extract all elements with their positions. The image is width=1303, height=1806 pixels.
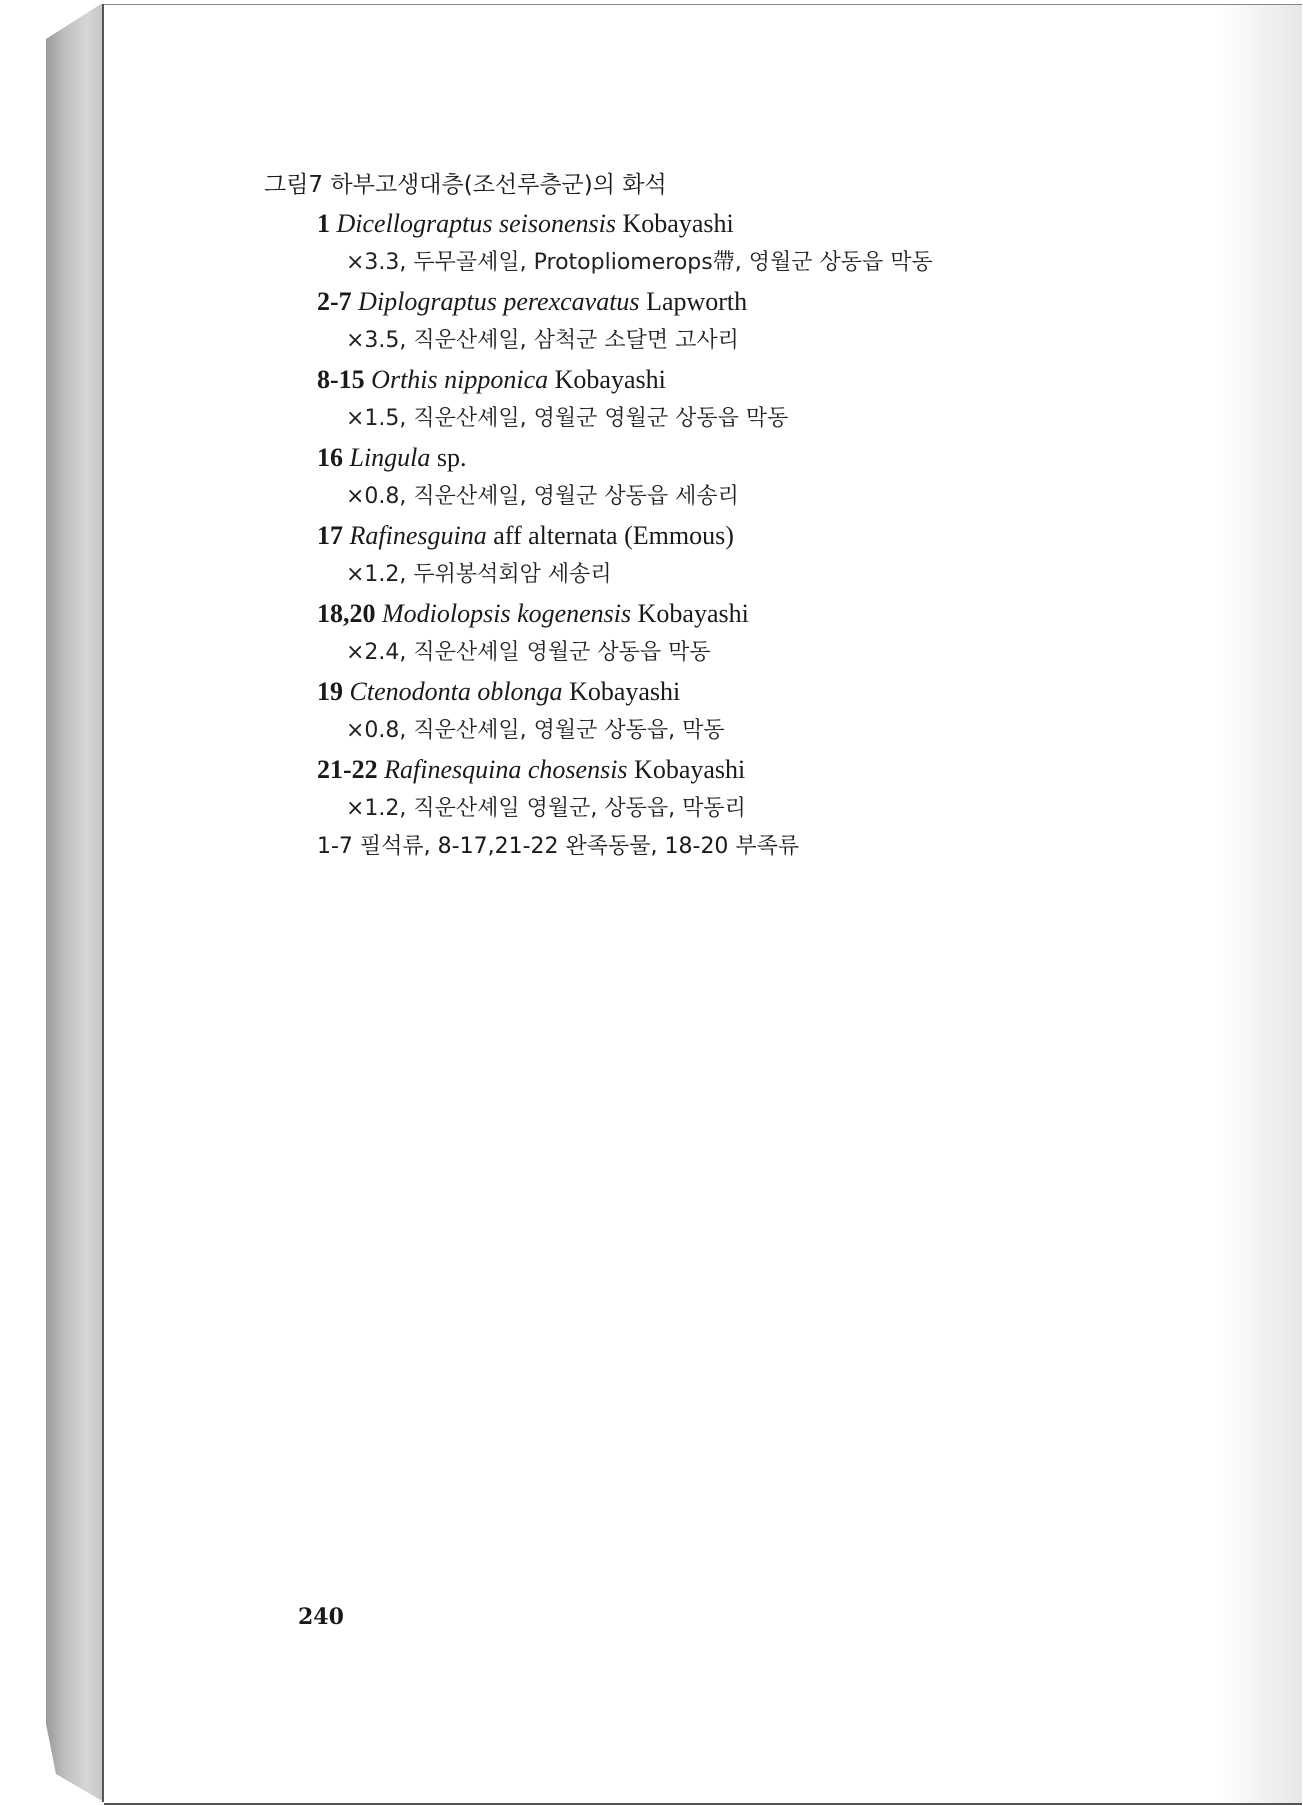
caption-summary: 1-7 필석류, 8-17,21-22 완족동물, 18-20 부족류 [317, 834, 800, 859]
species-name: Ctenodonta oblonga [349, 677, 563, 706]
caption-entry [317, 438, 1184, 516]
figure-number: 2-7 [317, 287, 352, 316]
specimen-detail: ×1.5, 직운산셰일, 영월군 영월군 상동읍 막동 [346, 406, 789, 431]
species-name: Rafinesquina chosensis [384, 755, 628, 784]
caption-entry [317, 282, 1184, 360]
book-spine-edge [46, 4, 104, 1802]
species-line [317, 360, 1184, 399]
caption-entry [317, 516, 1184, 594]
species-name: Rafinesguina [349, 521, 487, 550]
specimen-detail: ×1.2, 직운산셰일 영월군, 상동읍, 막동리 [346, 796, 746, 821]
caption-entry [317, 360, 1184, 438]
figure-number: 16 [317, 443, 343, 472]
species-name: Dicellograptus seisonensis [336, 209, 616, 238]
species-author: Kobayashi [554, 365, 666, 394]
figure-number: 8-15 [317, 365, 365, 394]
caption-entry [317, 750, 1184, 828]
species-line [317, 204, 1184, 243]
species-name: Modiolopsis kogenensis [382, 599, 632, 628]
specimen-detail: ×3.5, 직운산셰일, 삼척군 소달면 고사리 [346, 328, 739, 353]
species-author: Lapworth [646, 287, 748, 316]
species-author: aff alternata (Emmous) [493, 521, 734, 550]
species-author: sp. [436, 443, 467, 472]
species-line [317, 438, 1184, 477]
species-author: Kobayashi [637, 599, 749, 628]
species-line [317, 516, 1184, 555]
caption-title: 그림7 하부고생대층(조선루층군)의 화석 [264, 172, 667, 198]
species-line [317, 672, 1184, 711]
figure-caption [264, 166, 1184, 866]
figure-number: 19 [317, 677, 343, 706]
figure-number: 17 [317, 521, 343, 550]
species-name: Diplograptus perexcavatus [358, 287, 640, 316]
figure-number: 1 [317, 209, 330, 238]
species-name: Lingula [349, 443, 431, 472]
page-number: 240 [298, 1604, 344, 1630]
species-author: Kobayashi [569, 677, 681, 706]
species-line [317, 282, 1184, 321]
specimen-detail: ×1.2, 두위봉석회암 세송리 [346, 562, 612, 587]
figure-number: 21-22 [317, 755, 378, 784]
species-author: Kobayashi [634, 755, 746, 784]
species-author: Kobayashi [622, 209, 734, 238]
specimen-detail: ×0.8, 직운산셰일, 영월군 상동읍, 막동 [346, 718, 725, 743]
species-line [317, 750, 1184, 789]
species-name: Orthis nipponica [371, 365, 549, 394]
specimen-detail: ×0.8, 직운산셰일, 영월군 상동읍 세송리 [346, 484, 739, 509]
caption-entry [317, 672, 1184, 750]
specimen-detail: ×2.4, 직운산셰일 영월군 상동읍 막동 [346, 640, 711, 665]
caption-entry [317, 594, 1184, 672]
species-line [317, 594, 1184, 633]
figure-number: 18,20 [317, 599, 376, 628]
caption-entry [317, 204, 1184, 282]
specimen-detail: ×3.3, 두무골셰일, Protopliomerops帶, 영월군 상동읍 막동 [346, 250, 933, 275]
